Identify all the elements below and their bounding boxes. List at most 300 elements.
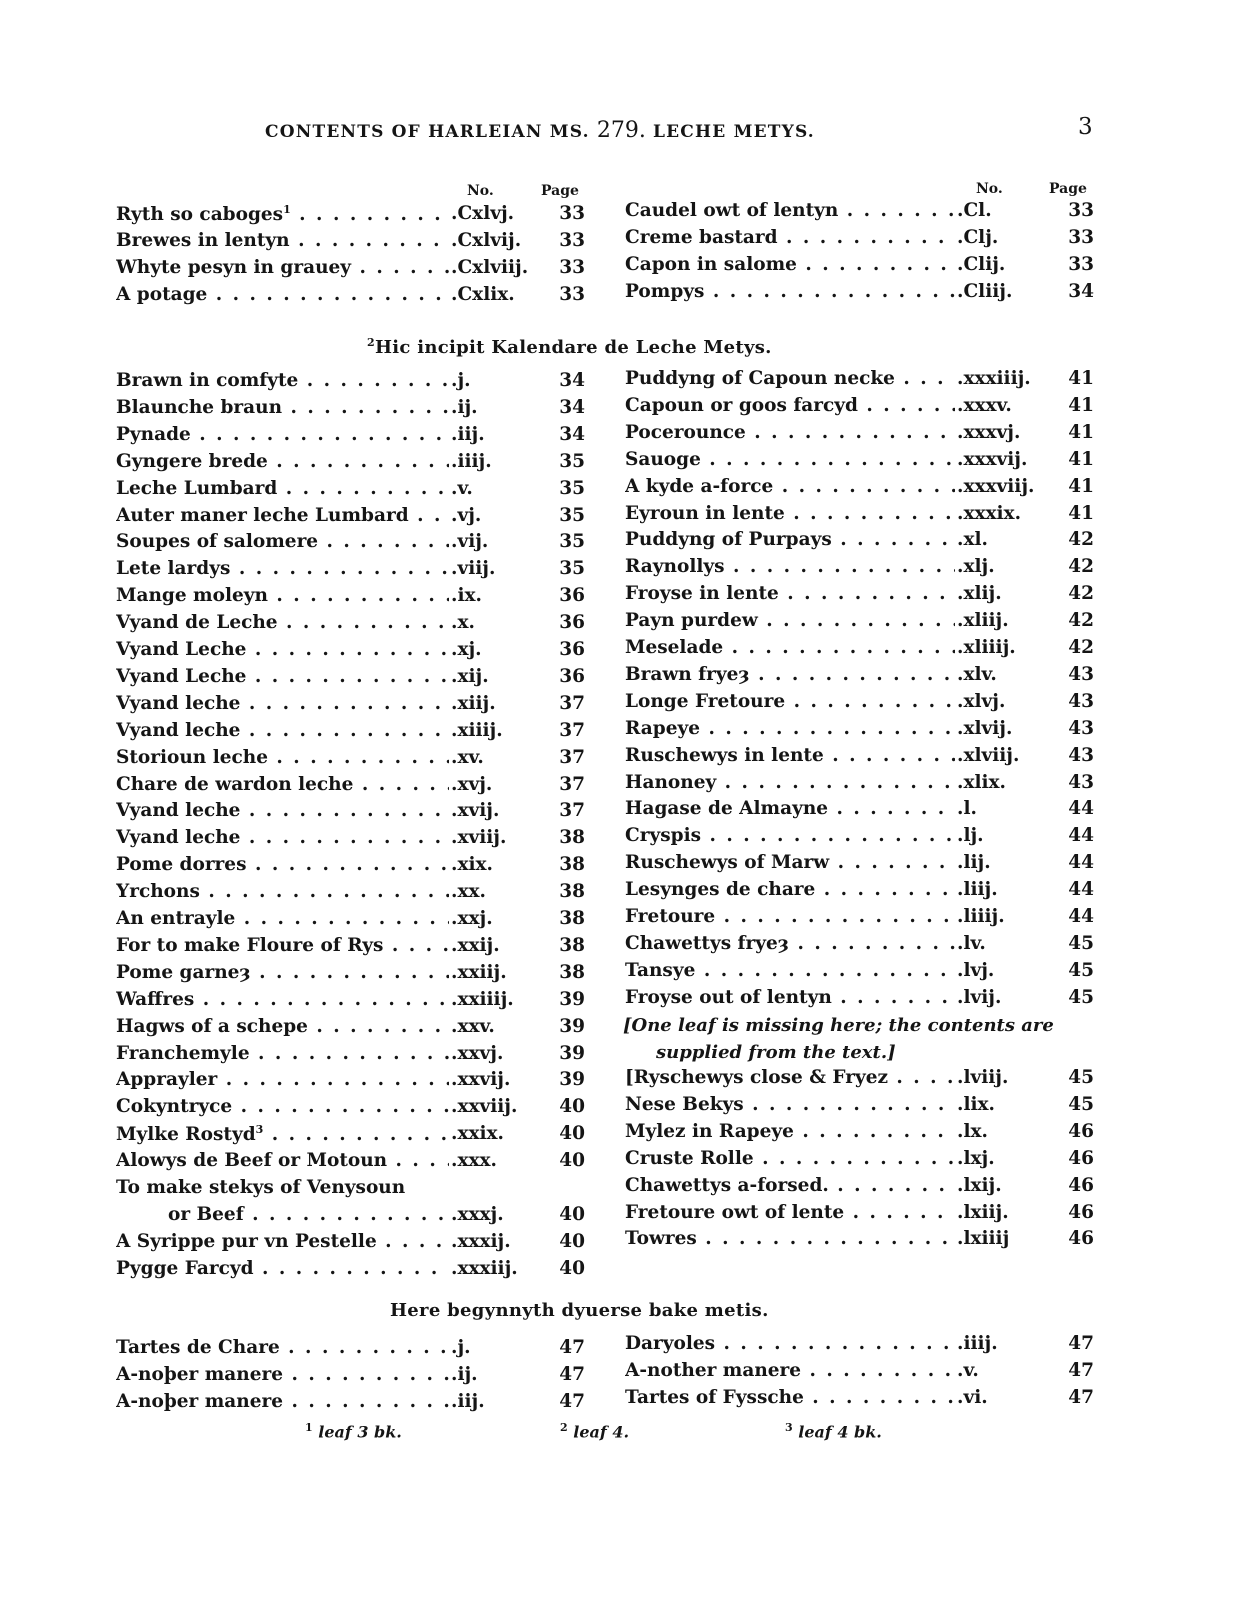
header-title-right: LECHE METYS. [653, 122, 815, 142]
list-item [116, 284, 585, 311]
item-name-text: Pompys [625, 280, 705, 302]
item-number: .xxx. [451, 1150, 497, 1172]
item-name-text: Lesynges de chare [625, 879, 816, 901]
footnote-marker: 2 [560, 1421, 568, 1434]
item-name [625, 583, 955, 604]
list-item [625, 1175, 1094, 1202]
item-page: 34 [559, 396, 585, 418]
item-page: 33 [559, 256, 585, 278]
list-item [116, 1364, 585, 1391]
list-item [625, 960, 1094, 987]
list-item [625, 1067, 1094, 1094]
item-page: 44 [1068, 825, 1094, 847]
item-number: .xxix. [451, 1123, 504, 1145]
item-name-text: Payn purdew [625, 610, 758, 632]
item-page: 41 [1068, 475, 1094, 497]
list-item [625, 718, 1094, 745]
item-page: 47 [559, 1390, 585, 1412]
item-name-text: Chare de wardon leche [116, 773, 354, 795]
list-item [625, 664, 1094, 691]
item-name [625, 960, 955, 981]
item-page: 43 [1068, 663, 1094, 685]
item-name [116, 585, 449, 606]
item-number: .Cxlviij. [451, 256, 529, 278]
item-name [625, 1094, 955, 1115]
item-number: .lv. [957, 932, 986, 954]
header-ms-number: 279. [596, 118, 646, 143]
item-page: 33 [559, 283, 585, 305]
item-name [116, 1069, 449, 1090]
item-name [116, 989, 449, 1010]
item-page: 42 [1068, 529, 1094, 551]
item-name [116, 935, 449, 956]
item-page: 37 [559, 746, 585, 768]
item-name [116, 612, 449, 633]
section-title-text: Hic incipit Kalendare de Leche Metys. [374, 337, 772, 358]
item-name-text: Pynade [116, 423, 191, 445]
item-page: 43 [1068, 690, 1094, 712]
item-page: 41 [1068, 394, 1094, 416]
list-item [116, 1043, 585, 1070]
item-name-text: Cryspis [625, 825, 702, 847]
item-number: .xxxiij. [451, 1257, 518, 1279]
item-name [625, 1067, 955, 1088]
item-number: .ix. [451, 585, 482, 607]
list-item [116, 612, 585, 639]
item-name-text: Mylez in Rapeye [625, 1120, 794, 1142]
item-name [625, 1360, 955, 1381]
running-header [265, 118, 965, 143]
item-number: .xxviij. [451, 1096, 518, 1118]
item-name-text: Auter maner leche Lumbard [116, 504, 409, 526]
item-page: 34 [559, 370, 585, 391]
item-page: 35 [559, 531, 585, 553]
item-name-text: Cruste Rolle [625, 1147, 754, 1169]
list-item [625, 637, 1094, 664]
item-page: 38 [559, 881, 585, 903]
list-item [116, 881, 585, 908]
item-name-text: Hanoney [625, 771, 717, 793]
list-item [625, 200, 1094, 227]
item-number: .xiij. [451, 692, 496, 714]
item-page: 45 [1068, 1093, 1094, 1115]
list-item [116, 397, 585, 424]
item-page: 38 [559, 934, 585, 956]
item-name-text: For to make Floure of Rys [116, 934, 384, 956]
item-number: .ij. [451, 396, 478, 418]
item-name [625, 691, 955, 712]
item-name-text: Hagase de Almayne [625, 798, 829, 820]
item-page: 39 [559, 988, 585, 1010]
item-page: 36 [559, 585, 585, 607]
item-name-text: Vyand leche [116, 692, 241, 714]
item-page: 36 [559, 639, 585, 660]
list-item [625, 1202, 1094, 1229]
footnote-1 [305, 1421, 402, 1441]
item-number: .xij. [451, 665, 489, 687]
item-name-text: Alowys de Beef or Motoun [116, 1150, 388, 1172]
item-page: 45 [1068, 986, 1094, 1008]
list-item [625, 227, 1094, 254]
item-number: .iij. [451, 423, 485, 445]
item-page: 47 [1068, 1333, 1094, 1354]
item-name-text: Raynollys [625, 556, 725, 578]
item-name [625, 227, 955, 248]
item-name [168, 1204, 449, 1225]
item-page: 47 [1068, 1386, 1094, 1408]
item-number: .lj. [957, 825, 984, 847]
list-item [625, 556, 1094, 583]
item-page: 36 [559, 665, 585, 687]
item-number: .vi. [957, 1386, 988, 1408]
item-name [625, 933, 955, 954]
item-number: .xx. [451, 881, 486, 903]
list-item [625, 503, 1094, 530]
item-page: 40 [559, 1150, 585, 1172]
item-number: .xlv. [957, 663, 997, 685]
item-name-text: Froyse out of lentyn [625, 986, 832, 1008]
item-name-text: A-noþer manere [116, 1390, 284, 1412]
list-item [625, 1228, 1094, 1255]
item-name [116, 854, 449, 875]
item-number: .lxiij. [957, 1201, 1009, 1223]
item-name-text: Leche Lumbard [116, 477, 278, 499]
item-page: 38 [559, 827, 585, 849]
item-name-text: Vyand leche [116, 719, 241, 741]
item-name-text: Capoun or goos farcyd [625, 394, 858, 416]
item-name [625, 879, 955, 900]
list-item [625, 906, 1094, 933]
item-number: .j. [451, 1337, 471, 1358]
item-page: 40 [559, 1257, 585, 1279]
item-name [625, 825, 955, 846]
item-number: .xxvij. [451, 1069, 511, 1091]
item-name-text: Vyand leche [116, 827, 241, 849]
item-name [116, 1364, 449, 1385]
item-name [625, 1148, 955, 1169]
list-item [625, 476, 1094, 503]
item-page: 33 [1068, 253, 1094, 275]
item-number: .Clj. [957, 226, 999, 248]
list-item [116, 203, 585, 230]
item-name-text: Brawn in comfyte [116, 370, 299, 391]
col-header-page-left: Page [541, 183, 579, 199]
item-page: 46 [1068, 1228, 1094, 1250]
item-name [116, 1150, 449, 1171]
missing-leaf-note-line1: [One leaf is missing here; the contents are [623, 1015, 1054, 1036]
list-item [116, 1337, 585, 1364]
item-page: 37 [559, 800, 585, 822]
item-name [116, 693, 449, 714]
item-name-text: Puddyng of Purpays [625, 529, 832, 551]
list-item [625, 879, 1094, 906]
item-name-text: Puddyng of Capoun necke [625, 368, 895, 389]
item-number: .xxiij. [451, 961, 507, 983]
list-item [625, 395, 1094, 422]
item-page: 33 [1068, 226, 1094, 248]
item-number: .liij. [957, 879, 998, 901]
item-name [625, 1202, 955, 1223]
list-item [116, 666, 585, 693]
col-header-no-right: No. [976, 181, 1003, 197]
item-page: 37 [559, 692, 585, 714]
item-number: .xxxvj. [957, 421, 1021, 443]
list-item [116, 1016, 585, 1043]
item-name-text: Brawn fryeȝ [625, 663, 750, 685]
footnote-3 [785, 1421, 882, 1441]
item-page: 37 [559, 719, 585, 741]
list-item [116, 774, 585, 801]
item-name [625, 664, 955, 685]
list-item [116, 505, 585, 532]
item-number: .lxiiij [957, 1228, 1010, 1250]
item-name-text: Whyte pesyn in grauey [116, 256, 352, 278]
item-number: .xxxij. [451, 1230, 511, 1252]
item-number: .xlix. [957, 771, 1006, 793]
item-name-text: To make stekys of Venysoun [116, 1177, 406, 1198]
item-name-text: Blaunche braun [116, 396, 283, 418]
item-number: .lvij. [957, 986, 1002, 1008]
item-name-text: Chawettys a-forsed. [625, 1174, 829, 1196]
item-number: .iiij. [451, 450, 492, 472]
item-number: .xliiij. [957, 637, 1016, 658]
item-name-text: Vyand Leche [116, 665, 247, 687]
item-number: .v. [451, 477, 473, 499]
list-item [625, 1094, 1094, 1121]
item-page: 34 [1068, 280, 1094, 302]
item-number: .Cxlvj. [451, 203, 515, 224]
item-name [625, 610, 955, 631]
item-name [625, 200, 955, 221]
item-name [116, 962, 449, 983]
item-name [116, 1177, 449, 1198]
list-item [116, 1391, 585, 1418]
item-number: .xxj. [451, 908, 493, 929]
item-name [116, 720, 449, 741]
list-item [116, 854, 585, 881]
item-name [116, 774, 449, 795]
item-number: .xlij. [957, 583, 1002, 605]
item-page: 39 [559, 1069, 585, 1091]
item-name [625, 745, 955, 766]
item-number: .xliij. [957, 610, 1009, 632]
item-name-text: A Syrippe pur vn Pestelle [116, 1230, 377, 1252]
item-name-text: Vyand de Leche [116, 612, 278, 634]
item-number: .xxxvij. [957, 448, 1028, 470]
item-name [625, 476, 955, 497]
item-name [625, 798, 955, 819]
item-name [116, 747, 449, 768]
section-title-bake: Here begynnyth dyuerse bake metis. [390, 1300, 769, 1321]
footnote-marker: 1 [283, 203, 291, 216]
item-page: 42 [1068, 583, 1094, 605]
item-number: .Cliij. [957, 280, 1013, 302]
item-name-text: A-noþer manere [116, 1363, 284, 1385]
item-page: 47 [559, 1337, 585, 1358]
item-number: .iij. [451, 1390, 485, 1412]
item-number: .Cxlvij. [451, 229, 522, 251]
item-name-text: Tansye [625, 959, 696, 981]
item-name-text: Waffres [116, 988, 195, 1010]
item-name-text: Tartes of Fyssche [625, 1386, 804, 1408]
item-name-text: Lete lardys [116, 558, 231, 580]
list-item [625, 798, 1094, 825]
item-name-text: Vyand Leche [116, 639, 247, 660]
item-page: 40 [559, 1123, 585, 1145]
item-name-text: Mylke Rostyd [116, 1124, 256, 1146]
item-number: .xlvij. [957, 717, 1013, 739]
item-page: 44 [1068, 852, 1094, 874]
item-page: 35 [559, 558, 585, 580]
item-page: 38 [559, 908, 585, 929]
item-name-text: Ryth so caboges [116, 204, 284, 226]
list-item [625, 583, 1094, 610]
footnote-text: leaf 3 bk. [318, 1422, 402, 1442]
item-name-text: Tartes de Chare [116, 1337, 280, 1358]
item-name [625, 1175, 955, 1196]
item-name-text: Nese Bekys [625, 1093, 744, 1115]
item-name-text: Meselade [625, 637, 724, 658]
list-item [116, 1231, 585, 1258]
item-name [625, 1333, 955, 1354]
list-item [116, 1069, 585, 1096]
item-name [625, 422, 955, 443]
item-page: 40 [559, 1096, 585, 1118]
item-name [116, 827, 449, 848]
item-name-text: A potage [116, 283, 208, 305]
item-number: .xlvj. [957, 690, 1006, 712]
item-page: 46 [1068, 1201, 1094, 1223]
item-number: .xl. [957, 529, 988, 551]
item-number: .xj. [451, 639, 482, 660]
item-name [116, 558, 449, 579]
item-page: 42 [1068, 637, 1094, 658]
item-name [116, 397, 449, 418]
list-item [116, 1204, 585, 1231]
list-item [625, 825, 1094, 852]
item-page: 45 [1068, 1067, 1094, 1088]
item-name [116, 1231, 449, 1252]
item-name-text: An entrayle [116, 908, 236, 929]
item-number: .lij. [957, 852, 991, 874]
item-page: 35 [559, 504, 585, 526]
item-name-text: Pygge Farcyd [116, 1257, 254, 1279]
item-name-text: Ruschewys in lente [625, 744, 824, 766]
list-item [116, 370, 585, 397]
item-page: 46 [1068, 1147, 1094, 1169]
item-number: .xxxix. [957, 502, 1022, 524]
item-page: 33 [559, 229, 585, 251]
footnote-text: leaf 4. [573, 1422, 630, 1442]
item-number: .xxij. [451, 934, 500, 956]
footnote-marker: 3 [255, 1123, 264, 1137]
item-name [625, 1387, 955, 1408]
col-header-no-left: No. [467, 183, 494, 199]
item-number: .xxvj. [451, 1042, 504, 1064]
item-name [625, 556, 955, 577]
item-number: .vj. [451, 504, 482, 526]
item-number: .lviij. [957, 1067, 1009, 1088]
item-number: .xviij. [451, 827, 507, 849]
header-title-left: CONTENTS OF HARLEIAN MS. [265, 122, 590, 142]
item-name [625, 281, 955, 302]
item-page: 35 [559, 450, 585, 472]
list-item [625, 772, 1094, 799]
list-item [116, 1150, 585, 1177]
item-page: 41 [1068, 421, 1094, 443]
list-item [116, 962, 585, 989]
item-name [116, 1016, 449, 1037]
item-name [116, 881, 449, 902]
item-number: .xix. [451, 854, 493, 876]
item-number: .Cl. [957, 200, 992, 221]
item-name [625, 368, 955, 389]
item-name [116, 1043, 449, 1064]
missing-leaf-note-line2: supplied from the text.] [656, 1042, 896, 1063]
item-number: .lxj. [957, 1147, 995, 1169]
list-item [625, 610, 1094, 637]
item-page: 43 [1068, 717, 1094, 739]
item-name [625, 987, 955, 1008]
item-page: 42 [1068, 556, 1094, 578]
item-page: 39 [559, 1015, 585, 1037]
item-name [116, 424, 449, 445]
item-name [116, 478, 449, 499]
footnote-text: leaf 4 bk. [798, 1422, 882, 1442]
item-page: 46 [1068, 1120, 1094, 1142]
item-name [625, 1121, 955, 1142]
item-number: .lx. [957, 1120, 988, 1142]
item-page: 38 [559, 854, 585, 876]
item-page: 41 [1068, 448, 1094, 470]
list-item [116, 558, 585, 585]
item-name [116, 451, 449, 472]
item-number: .xxxv. [957, 394, 1012, 416]
item-name-text: Franchemyle [116, 1042, 250, 1064]
item-number: .Clij. [957, 253, 1006, 275]
item-page: 40 [559, 1203, 585, 1225]
list-item [625, 1333, 1094, 1360]
item-number: .iiij. [957, 1333, 998, 1354]
item-name-text: Creme bastard [625, 226, 778, 248]
list-item [116, 908, 585, 935]
list-item [116, 747, 585, 774]
item-name [116, 284, 449, 305]
list-item [625, 852, 1094, 879]
item-name-text: Storioun leche [116, 746, 268, 768]
item-number: .v. [957, 1359, 979, 1381]
list-item [116, 1096, 585, 1123]
item-page: 43 [1068, 744, 1094, 766]
item-name-text: Capon in salome [625, 253, 797, 275]
item-number: .xiiij. [451, 719, 503, 741]
list-item [116, 1177, 585, 1204]
item-page: 38 [559, 961, 585, 983]
list-item [625, 933, 1094, 960]
item-page: 42 [1068, 610, 1094, 632]
list-item [625, 745, 1094, 772]
item-number: .vij. [451, 531, 489, 553]
item-number: .l. [957, 798, 977, 820]
section-footnote-marker: 2 [367, 336, 375, 349]
item-name [116, 1337, 449, 1358]
item-name-text: or Beef [168, 1203, 244, 1225]
item-name-text: Pome garneȝ [116, 961, 251, 983]
item-name-text: Apprayler [116, 1069, 218, 1091]
item-name-text: A-nother manere [625, 1359, 802, 1381]
list-item [625, 987, 1094, 1014]
item-number: .lvj. [957, 959, 995, 981]
